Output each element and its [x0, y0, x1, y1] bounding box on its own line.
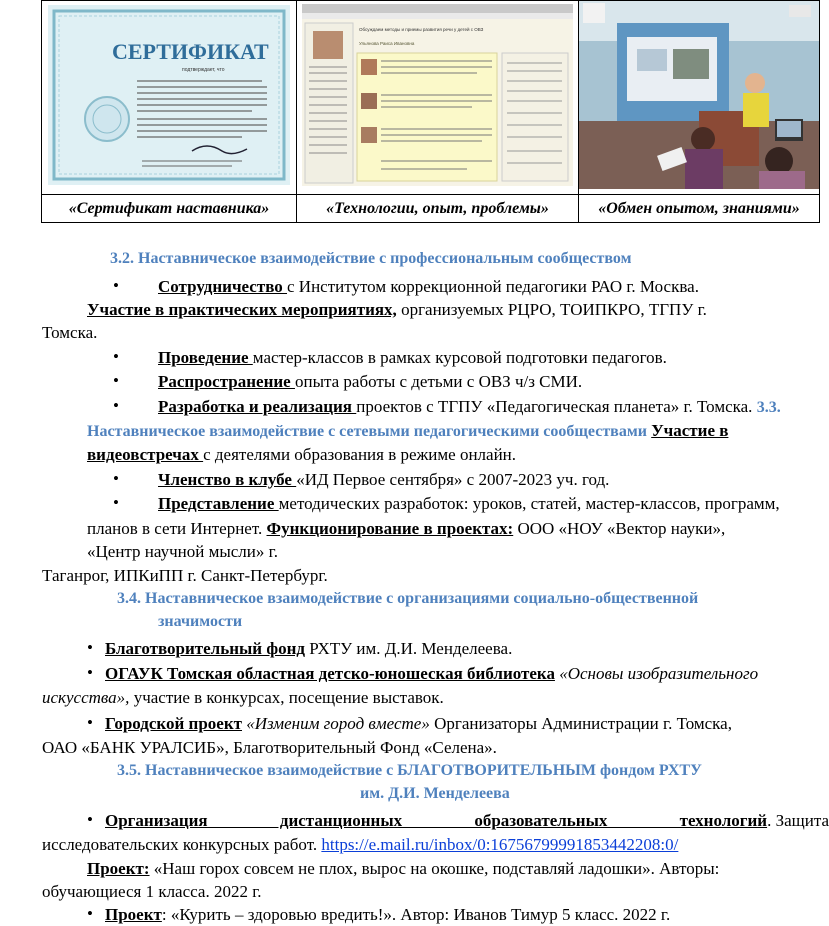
s33-item-3-text: методических разработок: уроков, статей, мастер-классов, программ,	[278, 494, 780, 513]
s34-item-3-line2: ОАО «БАНК УРАЛСИБ», Благотворительный Фонд «Селена».	[42, 738, 497, 757]
s34-item-2-bold: ОГАУК Томская областная детско-юношеская библиотека	[105, 664, 555, 683]
s34-item-2-italic-2: искусства»,	[42, 688, 130, 707]
s34-item-3	[105, 713, 732, 735]
section-3-4-heading-1: 3.4. Наставническое взаимодействие с организациями социально-общественной	[117, 590, 699, 607]
caption-experience-exchange: «Обмен опытом, знаниями»	[579, 195, 820, 223]
s32-item-3-text: мастер-классов в рамках курсовой подготовки педагогов.	[252, 348, 667, 367]
section-3-4-heading-2: значимости	[158, 613, 243, 630]
bullet: •	[113, 347, 119, 366]
bullet: •	[87, 904, 93, 923]
s34-item-1	[105, 638, 512, 660]
certificate-subtitle: подтверждает, что	[182, 67, 225, 73]
s34-item-1-bold: Благотворительный фонд	[105, 639, 305, 658]
bullet: •	[87, 638, 93, 657]
s34-item-2-line2	[42, 687, 444, 709]
s32-item-4-bold: Распространение	[158, 372, 295, 391]
s35-project-1-bold: Проект:	[87, 859, 150, 878]
s35-project-2	[105, 904, 670, 926]
website-photo-cell	[297, 1, 579, 195]
bullet: •	[113, 371, 119, 390]
s34-item-2	[105, 663, 758, 685]
website-subheader: Ульянова Раиса Ивановна	[359, 41, 415, 46]
s33-item-3-line4: Таганрог, ИПКиПП г. Санкт-Петербург.	[42, 566, 328, 585]
s33-item-3-l2-text: планов в сети Интернет.	[87, 519, 267, 538]
s33-projects-bold: Функционирование в проектах:	[266, 519, 514, 538]
bullet: •	[113, 493, 119, 512]
section-3-3-heading-start: 3.3.	[756, 399, 781, 416]
s35-item-1-l2-text: исследовательских конкурсных работ.	[42, 835, 322, 854]
s35-project-2-text: : «Курить – здоровью вредить!». Автор: Иванов Тимур 5 класс. 2022 г.	[161, 905, 671, 924]
s33-item-3-l2b-text: ООО «НОУ «Вектор науки»,	[513, 519, 726, 538]
s32-item-4	[158, 371, 582, 393]
s32-item-1-text: с Институтом коррекционной педагогики РАО г. Москва.	[287, 277, 699, 296]
s33-item-2-bold: Членство в клубе	[158, 470, 297, 489]
certificate-title: СЕРТИФИКАТ	[112, 39, 269, 64]
photo-table	[41, 0, 820, 223]
website-header: Обсуждаем методы и приемы развития речи у детей с ОВЗ	[359, 27, 484, 32]
s33-item-1-bold-b: видеовстречах	[87, 445, 204, 464]
s34-item-3-bold: Городской проект	[105, 714, 242, 733]
bullet: •	[113, 276, 119, 295]
s34-item-2-text: участие в конкурсах, посещение выставок.	[129, 688, 444, 707]
section-3-5-heading-2: им. Д.И. Менделеева	[360, 785, 510, 802]
s33-item-3-line3: «Центр научной мысли» г.	[87, 542, 278, 561]
s32-item-5-bold: Разработка и реализация	[158, 397, 357, 416]
bullet: •	[87, 663, 93, 682]
inbox-link[interactable]: https://e.mail.ru/inbox/0:16756799991853442208:0/	[321, 835, 679, 854]
bullet: •	[113, 396, 119, 415]
meeting-photo-cell	[579, 1, 820, 195]
section-3-5-heading-1: 3.5. Наставническое взаимодействие с БЛАГОТВОРИТЕЛЬНЫМ фондом РХТУ	[117, 762, 702, 779]
s34-item-1-text: РХТУ им. Д.И. Менделеева.	[304, 639, 513, 658]
s35-item-1	[105, 810, 829, 832]
s33-item-1	[87, 444, 516, 466]
s32-item-5	[158, 396, 781, 419]
s33-item-3	[158, 493, 780, 515]
s35-project-1-line2: обучающиеся 1 класса. 2022 г.	[42, 882, 262, 901]
s32-item-2-bold: Участие в практических мероприятиях,	[87, 300, 397, 319]
s33-item-3-bold: Представление	[158, 494, 279, 513]
s35-item-1-line2	[42, 834, 708, 856]
bullet: •	[113, 469, 119, 488]
bullet: •	[87, 810, 93, 829]
meeting-photo-image	[579, 1, 819, 189]
section-3-2-heading: 3.2. Наставническое взаимодействие с профессиональным сообществом	[110, 250, 632, 267]
s33-item-1-bold-a: Участие в	[651, 421, 729, 440]
s32-item-1	[158, 276, 699, 298]
website-screenshot-image	[297, 1, 578, 189]
caption-certificate: «Сертификат наставника»	[42, 195, 297, 223]
s32-item-2	[87, 299, 707, 321]
s32-item-4-text: опыта работы с детьми с ОВЗ ч/з СМИ.	[294, 372, 583, 391]
s33-item-3-line2	[87, 518, 725, 540]
s35-project-2-bold: Проект	[105, 905, 162, 924]
section-3-3-heading	[87, 420, 728, 443]
s33-item-1-text: с деятелями образования в режиме онлайн.	[203, 445, 517, 464]
s33-item-2-text: «ИД Первое сентября» с 2007-2023 уч. год.	[296, 470, 610, 489]
s35-project-1-text: «Наш горох совсем не плох, вырос на окошке, подставляй ладошки». Авторы:	[149, 859, 720, 878]
s32-item-3	[158, 347, 667, 369]
s32-item-3-bold: Проведение	[158, 348, 253, 367]
s34-item-3-italic: «Изменим город вместе»	[242, 714, 430, 733]
s34-item-3-text: Организаторы Администрации г. Томска,	[429, 714, 732, 733]
s35-item-1-bold: Организация дистанционных образовательных технологий	[105, 811, 768, 830]
bullet: •	[87, 713, 93, 732]
s35-item-1-text: . Защита	[767, 811, 829, 830]
s32-item-1-bold: Сотрудничество	[158, 277, 288, 296]
caption-technologies: «Технологии, опыт, проблемы»	[297, 195, 579, 223]
s32-item-2-wrap: Томска.	[42, 323, 98, 342]
s32-item-5-text: проектов с ТГПУ «Педагогическая планета» г. Томска.	[356, 397, 757, 416]
s32-item-2-text: организуемых РЦРО, ТОИПКРО, ТГПУ г.	[396, 300, 707, 319]
s35-project-1	[87, 858, 719, 880]
section-3-3-heading-rest: Наставническое взаимодействие с сетевыми педагогическими сообществами	[87, 423, 647, 440]
certificate-photo-cell	[42, 1, 297, 195]
s33-item-2	[158, 469, 609, 491]
s34-item-2-italic: «Основы изобразительного	[554, 664, 759, 683]
certificate-image	[42, 1, 296, 189]
